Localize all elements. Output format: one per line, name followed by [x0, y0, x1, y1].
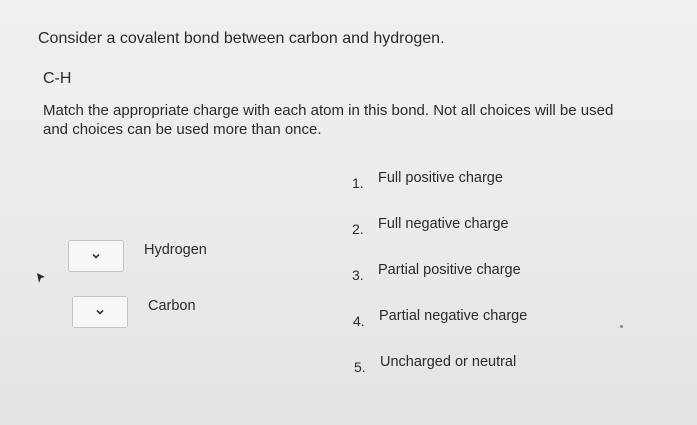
choice-number: 2.: [352, 221, 364, 237]
choice-item: [352, 216, 679, 262]
choice-number: 4.: [353, 313, 365, 329]
choice-item: [353, 308, 679, 354]
carbon-answer-select[interactable]: [72, 296, 128, 328]
match-row-hydrogen: [68, 240, 207, 272]
choice-item: [352, 262, 679, 308]
match-row-carbon: [72, 296, 196, 328]
question-instructions: Match the appropriate charge with each atom in this bond. Not all choices will be used and choices can be used more than once.: [43, 102, 614, 138]
choice-number: 5.: [354, 359, 366, 375]
screen-speck: [620, 325, 623, 328]
choice-item: [354, 354, 679, 400]
choice-item: [352, 170, 679, 216]
hydrogen-answer-select[interactable]: [68, 240, 124, 272]
hydrogen-label: Hydrogen: [144, 242, 207, 258]
choice-label: Partial positive charge: [378, 262, 521, 278]
chevron-down-icon: [95, 307, 105, 317]
choice-label: Uncharged or neutral: [380, 354, 517, 370]
mouse-cursor-icon: [36, 272, 46, 284]
choice-label: Full positive charge: [378, 170, 503, 186]
question-prompt: Consider a covalent bond between carbon and hydrogen.: [38, 30, 445, 47]
chevron-down-icon: [91, 251, 101, 261]
bond-formula: C-H: [43, 70, 72, 87]
carbon-label: Carbon: [148, 298, 196, 314]
choice-number: 1.: [352, 175, 364, 191]
answer-choices-list: [349, 170, 679, 400]
choice-number: 3.: [352, 267, 364, 283]
choice-label: Full negative charge: [378, 216, 509, 232]
choice-label: Partial negative charge: [379, 308, 528, 324]
